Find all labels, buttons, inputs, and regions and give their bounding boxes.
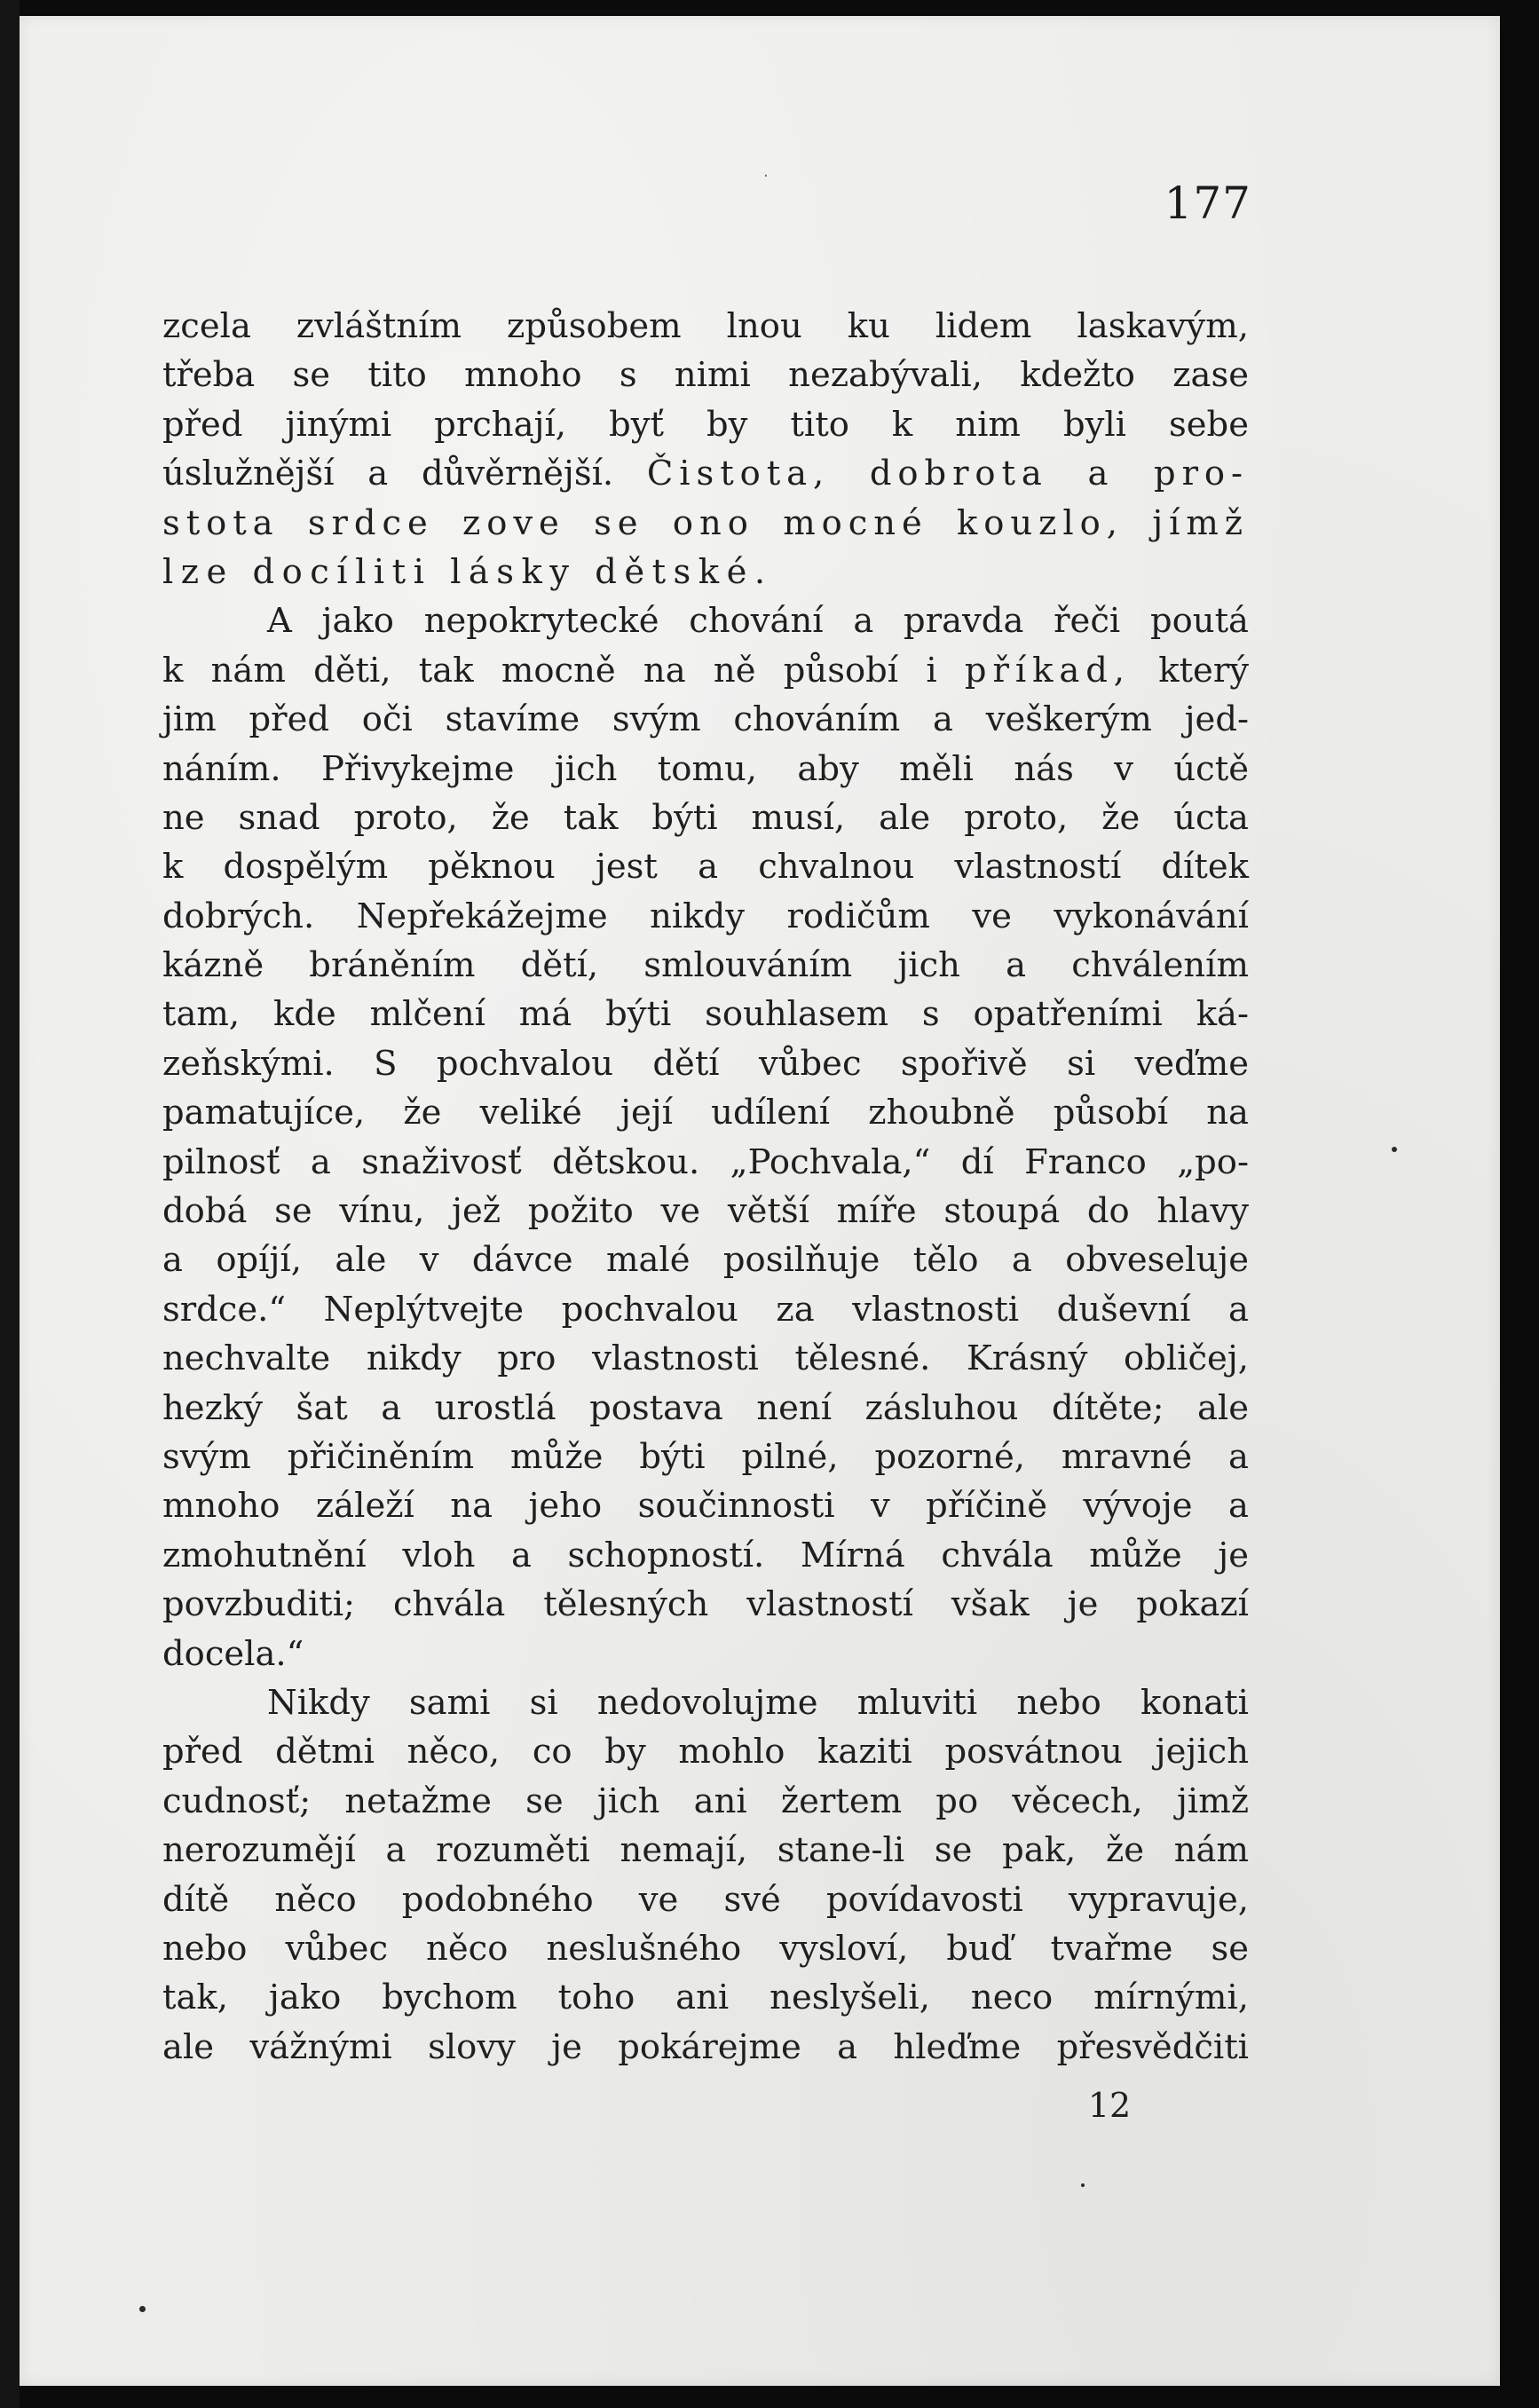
text-line: třeba se tito mnoho s nimi nezabývali, kdežto zase xyxy=(162,355,1249,396)
paper-speck xyxy=(1392,1147,1397,1152)
text-line: kázně bráněním dětí, smlouváním jich a chválením xyxy=(162,945,1249,986)
scan-left-edge xyxy=(0,0,20,2408)
text-line: svým přičiněním může býti pilné, pozorné, mravné a xyxy=(162,1436,1249,1477)
signature-mark: 12 xyxy=(1087,2086,1132,2125)
text-line: pilnosť a snaživosť dětskou. „Pochvala,“ dí Franco „po- xyxy=(162,1141,1249,1182)
text-line: dítě něco podobného ve své povídavosti vypravuje, xyxy=(162,1879,1249,1920)
emphasized-text: příkad, xyxy=(964,650,1131,691)
text-line-emphasized: stota srdce zove se ono mocné kouzlo, jímž xyxy=(162,502,1249,543)
paper-speck xyxy=(1081,2183,1085,2187)
text-line: před dětmi něco, co by mohlo kaziti posvátnou jejich xyxy=(162,1732,1249,1772)
page-body-text xyxy=(162,302,1249,2072)
text-line: ale vážnými slovy je pokárejme a hleďme přesvědčiti xyxy=(162,2026,1249,2067)
text-line: cudnosť; netažme se jich ani žertem po věcech, jimž xyxy=(162,1780,1249,1821)
text-line: povzbuditi; chvála tělesných vlastností však je pokazí xyxy=(162,1584,1249,1625)
text-line: ne snad proto, že tak býti musí, ale proto, že úcta xyxy=(162,797,1249,838)
text-fragment: k nám děti, tak mocně na ně působí i xyxy=(162,650,937,691)
text-line: náním. Přivykejme jich tomu, aby měli nás v úctě xyxy=(162,748,1249,789)
text-line: dobá se vínu, jež požito ve větší míře stoupá do hlavy xyxy=(162,1191,1249,1232)
page-number: 177 xyxy=(1164,178,1251,229)
text-line: mnoho záleží na jeho součinnosti v příčině vývoje a xyxy=(162,1486,1249,1527)
text-line: hezký šat a urostlá postava není zásluhou dítěte; ale xyxy=(162,1387,1249,1428)
text-line: jim před oči stavíme svým chováním a veškerým jed- xyxy=(162,699,1249,740)
text-line: A jako nepokrytecké chování a pravda řeči poutá xyxy=(267,601,1249,642)
text-line: docela.“ xyxy=(162,1633,304,1674)
text-line: nerozumějí a rozuměti nemají, stane-li se pak, že nám xyxy=(162,1830,1249,1871)
text-line xyxy=(162,646,1249,695)
text-line: zeňskými. S pochvalou dětí vůbec spořivě si veďme xyxy=(162,1043,1249,1084)
text-line-emphasized: lze docíliti lásky dětské. xyxy=(162,551,773,592)
text-line: tam, kde mlčení má býti souhlasem s opatřeními ká- xyxy=(162,994,1249,1035)
text-line: k dospělým pěknou jest a chvalnou vlastností dítek xyxy=(162,847,1249,888)
text-line: tak, jako bychom toho ani neslyšeli, neco mírnými, xyxy=(162,1978,1249,2018)
text-line: pamatujíce, že veliké její udílení zhoubně působí na xyxy=(162,1093,1249,1133)
scan-right-edge xyxy=(1500,0,1539,2408)
text-fragment: úslužnější a důvěrnější. xyxy=(162,454,614,494)
text-fragment: který xyxy=(1158,650,1249,691)
text-line: nebo vůbec něco neslušného vysloví, buď tvařme se xyxy=(162,1928,1249,1969)
ink-smudge: ⋅ xyxy=(763,167,769,186)
text-line: před jinými prchají, byť by tito k nim byli sebe xyxy=(162,404,1249,445)
text-line: zmohutnění vloh a schopností. Mírná chvála může je xyxy=(162,1535,1249,1575)
text-line: dobrých. Nepřekážejme nikdy rodičům ve vykonávání xyxy=(162,896,1249,936)
text-line: Nikdy sami si nedovolujme mluviti nebo konati xyxy=(267,1682,1249,1723)
paper-speck xyxy=(139,2306,146,2312)
text-line: srdce.“ Neplýtvejte pochvalou za vlastnosti duševní a xyxy=(162,1289,1249,1330)
emphasized-text: Čistota, dobrota a pro- xyxy=(646,454,1249,494)
text-line: a opíjí, ale v dávce malé posilňuje tělo a obveseluje xyxy=(162,1240,1249,1281)
text-line xyxy=(162,449,1249,498)
text-line: nechvalte nikdy pro vlastnosti tělesné. Krásný obličej, xyxy=(162,1338,1249,1379)
text-line: zcela zvláštním způsobem lnou ku lidem laskavým, xyxy=(162,306,1249,346)
